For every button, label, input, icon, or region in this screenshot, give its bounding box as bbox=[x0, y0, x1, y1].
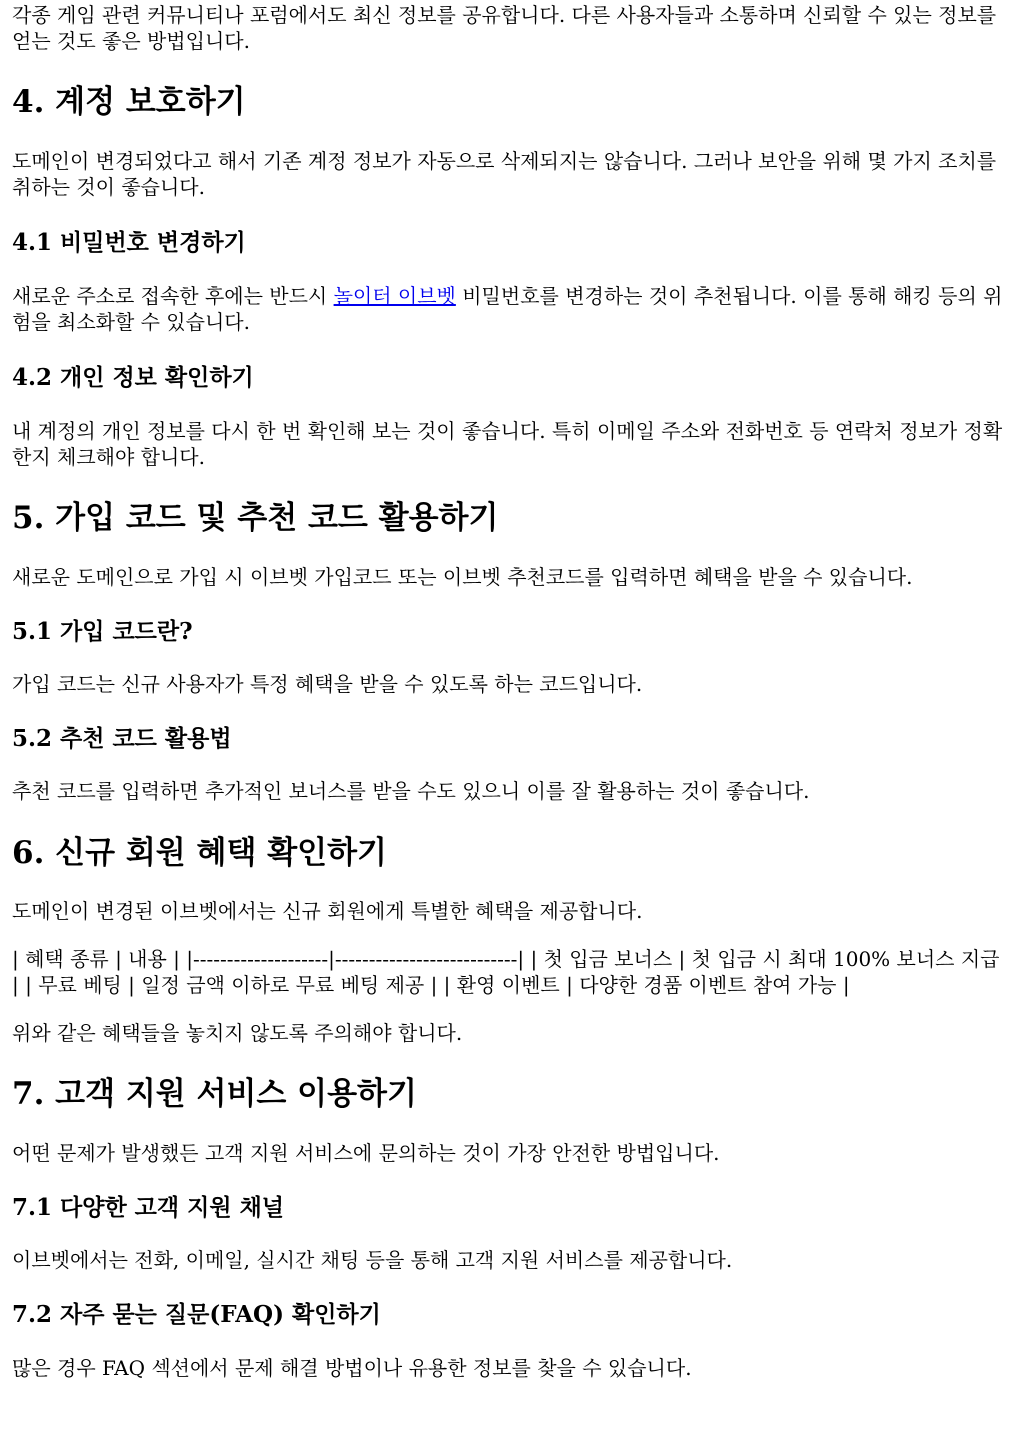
paragraph-text-after-link: 비밀번호를 변경하는 것이 추천됩니다. 이를 통해 해킹 등의 위험을 최소화할 수 있습니다. bbox=[12, 284, 1003, 334]
benefits-table-raw-text: | 혜택 종류 | 내용 | |--------------------|---------------------------| | 첫 입금 보너스 | 첫 입금 시 최대 100% 보너스 지급 | | 무료 베팅 | 일정 금액 이하로 무료 베팅 제공 | | 환영 이벤트 | 다양한 경품 이벤트 참여 가능 | bbox=[12, 947, 1000, 997]
subsection-5-2-paragraph: 추천 코드를 입력하면 추가적인 보너스를 받을 수도 있으니 이를 잘 활용하는 것이 좋습니다. bbox=[12, 779, 810, 803]
section-7-heading: 7. 고객 지원 서비스 이용하기 bbox=[12, 1076, 417, 1112]
section-4-heading: 4. 계정 보호하기 bbox=[12, 84, 246, 120]
section-5-paragraph: 새로운 도메인으로 가입 시 이브벳 가입코드 또는 이브벳 추천코드를 입력하면 혜택을 받을 수 있습니다. bbox=[12, 565, 913, 589]
section-6-heading: 6. 신규 회원 혜택 확인하기 bbox=[12, 835, 387, 871]
subsection-7-2-heading: 7.2 자주 묻는 질문(FAQ) 확인하기 bbox=[12, 1301, 381, 1328]
section-4-paragraph: 도메인이 변경되었다고 해서 기존 계정 정보가 자동으로 삭제되지는 않습니다. 그러나 보안을 위해 몇 가지 조치를 취하는 것이 좋습니다. bbox=[12, 149, 997, 199]
section-5-heading: 5. 가입 코드 및 추천 코드 활용하기 bbox=[12, 500, 499, 536]
eve-bet-link[interactable]: 놀이터 이브벳 bbox=[333, 284, 456, 308]
subsection-7-1-paragraph: 이브벳에서는 전화, 이메일, 실시간 채팅 등을 통해 고객 지원 서비스를 제공합니다. bbox=[12, 1248, 733, 1272]
subsection-4-2-paragraph: 내 계정의 개인 정보를 다시 한 번 확인해 보는 것이 좋습니다. 특히 이메일 주소와 전화번호 등 연락처 정보가 정확한지 체크해야 합니다. bbox=[12, 419, 1003, 469]
section-6-paragraph: 도메인이 변경된 이브벳에서는 신규 회원에게 특별한 혜택을 제공합니다. bbox=[12, 899, 643, 923]
subsection-5-1-paragraph: 가입 코드는 신규 사용자가 특정 혜택을 받을 수 있도록 하는 코드입니다. bbox=[12, 672, 643, 696]
section-6-note: 위와 같은 혜택들을 놓치지 않도록 주의해야 합니다. bbox=[12, 1021, 463, 1045]
subsection-7-1-heading: 7.1 다양한 고객 지원 채널 bbox=[12, 1194, 285, 1221]
subsection-5-1-heading: 5.1 가입 코드란? bbox=[12, 618, 193, 645]
paragraph-text-before-link: 새로운 주소로 접속한 후에는 반드시 bbox=[12, 284, 334, 308]
subsection-5-2-heading: 5.2 추천 코드 활용법 bbox=[12, 725, 232, 752]
intro-paragraph: 각종 게임 관련 커뮤니티나 포럼에서도 최신 정보를 공유합니다. 다른 사용자들과 소통하며 신뢰할 수 있는 정보를 얻는 것도 좋은 방법입니다. bbox=[12, 3, 997, 53]
subsection-7-2-paragraph: 많은 경우 FAQ 섹션에서 문제 해결 방법이나 유용한 정보를 찾을 수 있습니다. bbox=[12, 1356, 692, 1380]
subsection-4-1-paragraph bbox=[12, 283, 1012, 335]
section-7-paragraph: 어떤 문제가 발생했든 고객 지원 서비스에 문의하는 것이 가장 안전한 방법입니다. bbox=[12, 1141, 720, 1165]
subsection-4-1-heading: 4.1 비밀번호 변경하기 bbox=[12, 229, 246, 256]
subsection-4-2-heading: 4.2 개인 정보 확인하기 bbox=[12, 364, 254, 391]
